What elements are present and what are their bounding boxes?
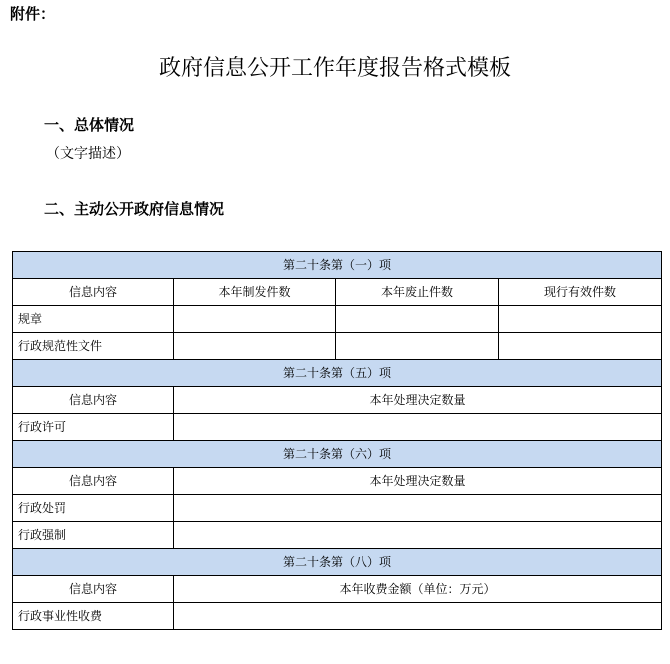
- table-column-header-row: [13, 279, 662, 306]
- block-title: 第二十条第（一）项: [13, 252, 662, 279]
- table-cell: [174, 333, 336, 360]
- table-cell: [499, 306, 662, 333]
- table-column-header-row: [13, 576, 662, 603]
- document-title: 政府信息公开工作年度报告格式模板: [158, 56, 511, 81]
- table-row: [13, 333, 662, 360]
- column-header: 信息内容: [13, 279, 174, 306]
- table-column-header-row: [13, 387, 662, 414]
- table-row: [13, 603, 662, 630]
- block-title: 第二十条第（六）项: [13, 441, 662, 468]
- row-label: 行政许可: [13, 414, 174, 441]
- table-section-header-row: [13, 441, 662, 468]
- section-heading-overview: 一、总体情况: [44, 116, 135, 134]
- column-header: 现行有效件数: [499, 279, 662, 306]
- table-row: [13, 522, 662, 549]
- row-label: 行政事业性收费: [13, 603, 174, 630]
- table-row: [13, 495, 662, 522]
- table-cell: [499, 333, 662, 360]
- column-header: 本年废止件数: [336, 279, 499, 306]
- table-row: [13, 414, 662, 441]
- column-header: 本年制发件数: [174, 279, 336, 306]
- attachment-label: 附件：: [10, 5, 56, 23]
- row-label: 行政强制: [13, 522, 174, 549]
- column-header: 本年收费金额（单位：万元）: [174, 576, 662, 603]
- column-header: 本年处理决定数量: [174, 387, 662, 414]
- table-cell: [174, 522, 662, 549]
- row-label: 行政规范性文件: [13, 333, 174, 360]
- block-title: 第二十条第（八）项: [13, 549, 662, 576]
- table-cell: [174, 495, 662, 522]
- table-section-header-row: [13, 252, 662, 279]
- table-column-header-row: [13, 468, 662, 495]
- section-heading-proactive-disclosure: 二、主动公开政府信息情况: [44, 200, 225, 218]
- table-section-header-row: [13, 549, 662, 576]
- column-header: 信息内容: [13, 576, 174, 603]
- table-cell: [174, 414, 662, 441]
- row-label: 行政处罚: [13, 495, 174, 522]
- table-cell: [336, 306, 499, 333]
- disclosure-table: [12, 251, 662, 630]
- column-header: 信息内容: [13, 387, 174, 414]
- table-cell: [174, 306, 336, 333]
- table-cell: [174, 603, 662, 630]
- table-section-header-row: [13, 360, 662, 387]
- column-header: 本年处理决定数量: [174, 468, 662, 495]
- table-row: [13, 306, 662, 333]
- row-label: 规章: [13, 306, 174, 333]
- table-cell: [336, 333, 499, 360]
- overview-description: （文字描述）: [46, 146, 130, 162]
- column-header: 信息内容: [13, 468, 174, 495]
- block-title: 第二十条第（五）项: [13, 360, 662, 387]
